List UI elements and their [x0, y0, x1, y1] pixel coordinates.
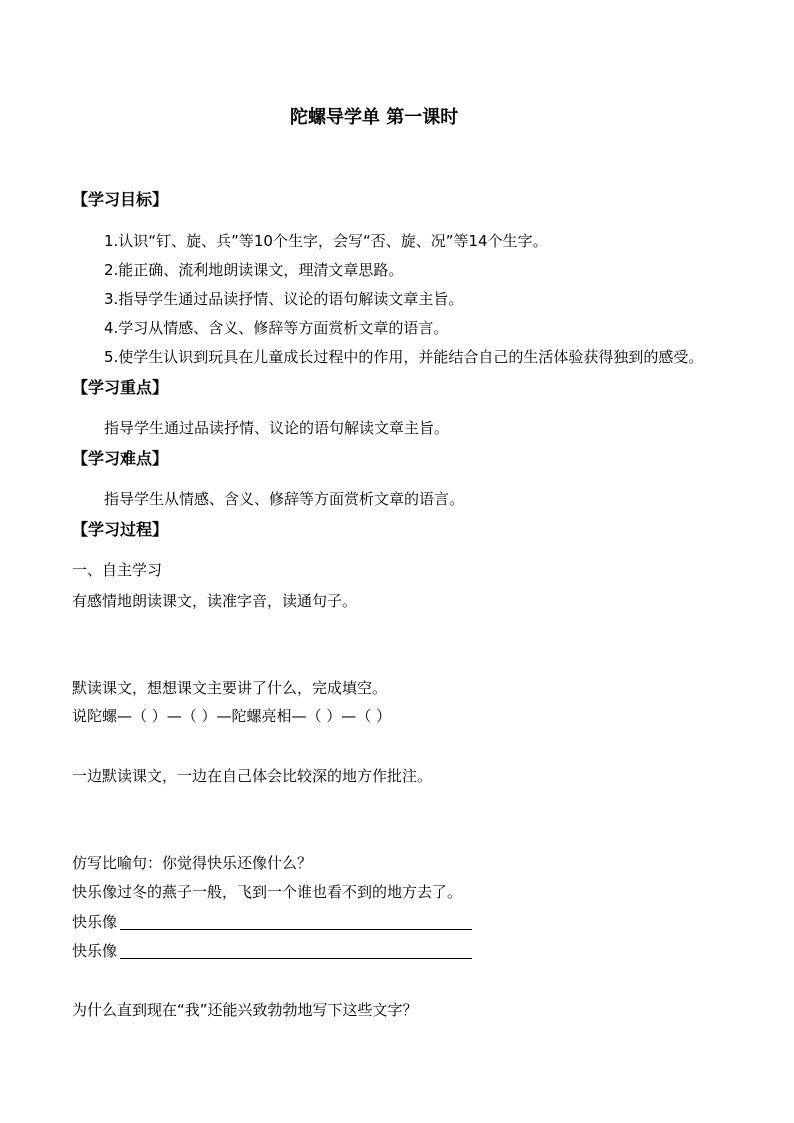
objective-item-1: 1.认识“钉、旋、兵”等10个生字，会写“否、旋、况”等14个生字。	[104, 232, 548, 250]
simile-prompt-2: 快乐像	[72, 942, 118, 960]
task-silent-read: 默读课文，想想课文主要讲了什么，完成填空。	[72, 679, 388, 697]
page-title: 陀螺导学单 第一课时	[290, 107, 459, 128]
task-simile: 仿写比喻句：你觉得快乐还像什么？	[72, 854, 313, 872]
simile-example: 快乐像过冬的燕子一般，飞到一个谁也看不到的地方去了。	[72, 883, 463, 901]
key-points-text: 指导学生通过品读抒情、议论的语句解读文章主旨。	[104, 419, 450, 437]
objective-item-3: 3.指导学生通过品读抒情、议论的语句解读文章主旨。	[104, 290, 464, 308]
question-why-write: 为什么直到现在“我”还能兴致勃勃地写下这些文字？	[72, 1001, 418, 1019]
simile-prompt-1: 快乐像	[72, 913, 118, 931]
difficulties-heading: 【学习难点】	[72, 449, 169, 468]
objective-item-5: 5.使学生认识到玩具在儿童成长过程中的作用，并能结合自己的生活体验获得独到的感受。	[104, 348, 704, 366]
objectives-heading: 【学习目标】	[72, 190, 169, 209]
key-points-heading: 【学习重点】	[72, 378, 169, 397]
task-annotate: 一边默读课文，一边在自己体会比较深的地方作批注。	[72, 767, 433, 785]
simile-answer-line-1[interactable]	[120, 929, 472, 930]
process-heading: 【学习过程】	[72, 520, 169, 539]
simile-answer-line-2[interactable]	[120, 958, 472, 959]
objective-item-2: 2.能正确、流利地朗读课文，理清文章思路。	[104, 261, 404, 279]
task-read-aloud: 有感情地朗读课文，读准字音，读通句子。	[72, 592, 358, 610]
section-self-study: 一、自主学习	[72, 561, 163, 579]
difficulties-text: 指导学生从情感、含义、修辞等方面赏析文章的语言。	[104, 490, 465, 508]
fill-blank-outline: 说陀螺—（ ）—（ ）—陀螺亮相—（ ）—（ ）	[72, 707, 392, 725]
objective-item-4: 4.学习从情感、含义、修辞等方面赏析文章的语言。	[104, 319, 449, 337]
